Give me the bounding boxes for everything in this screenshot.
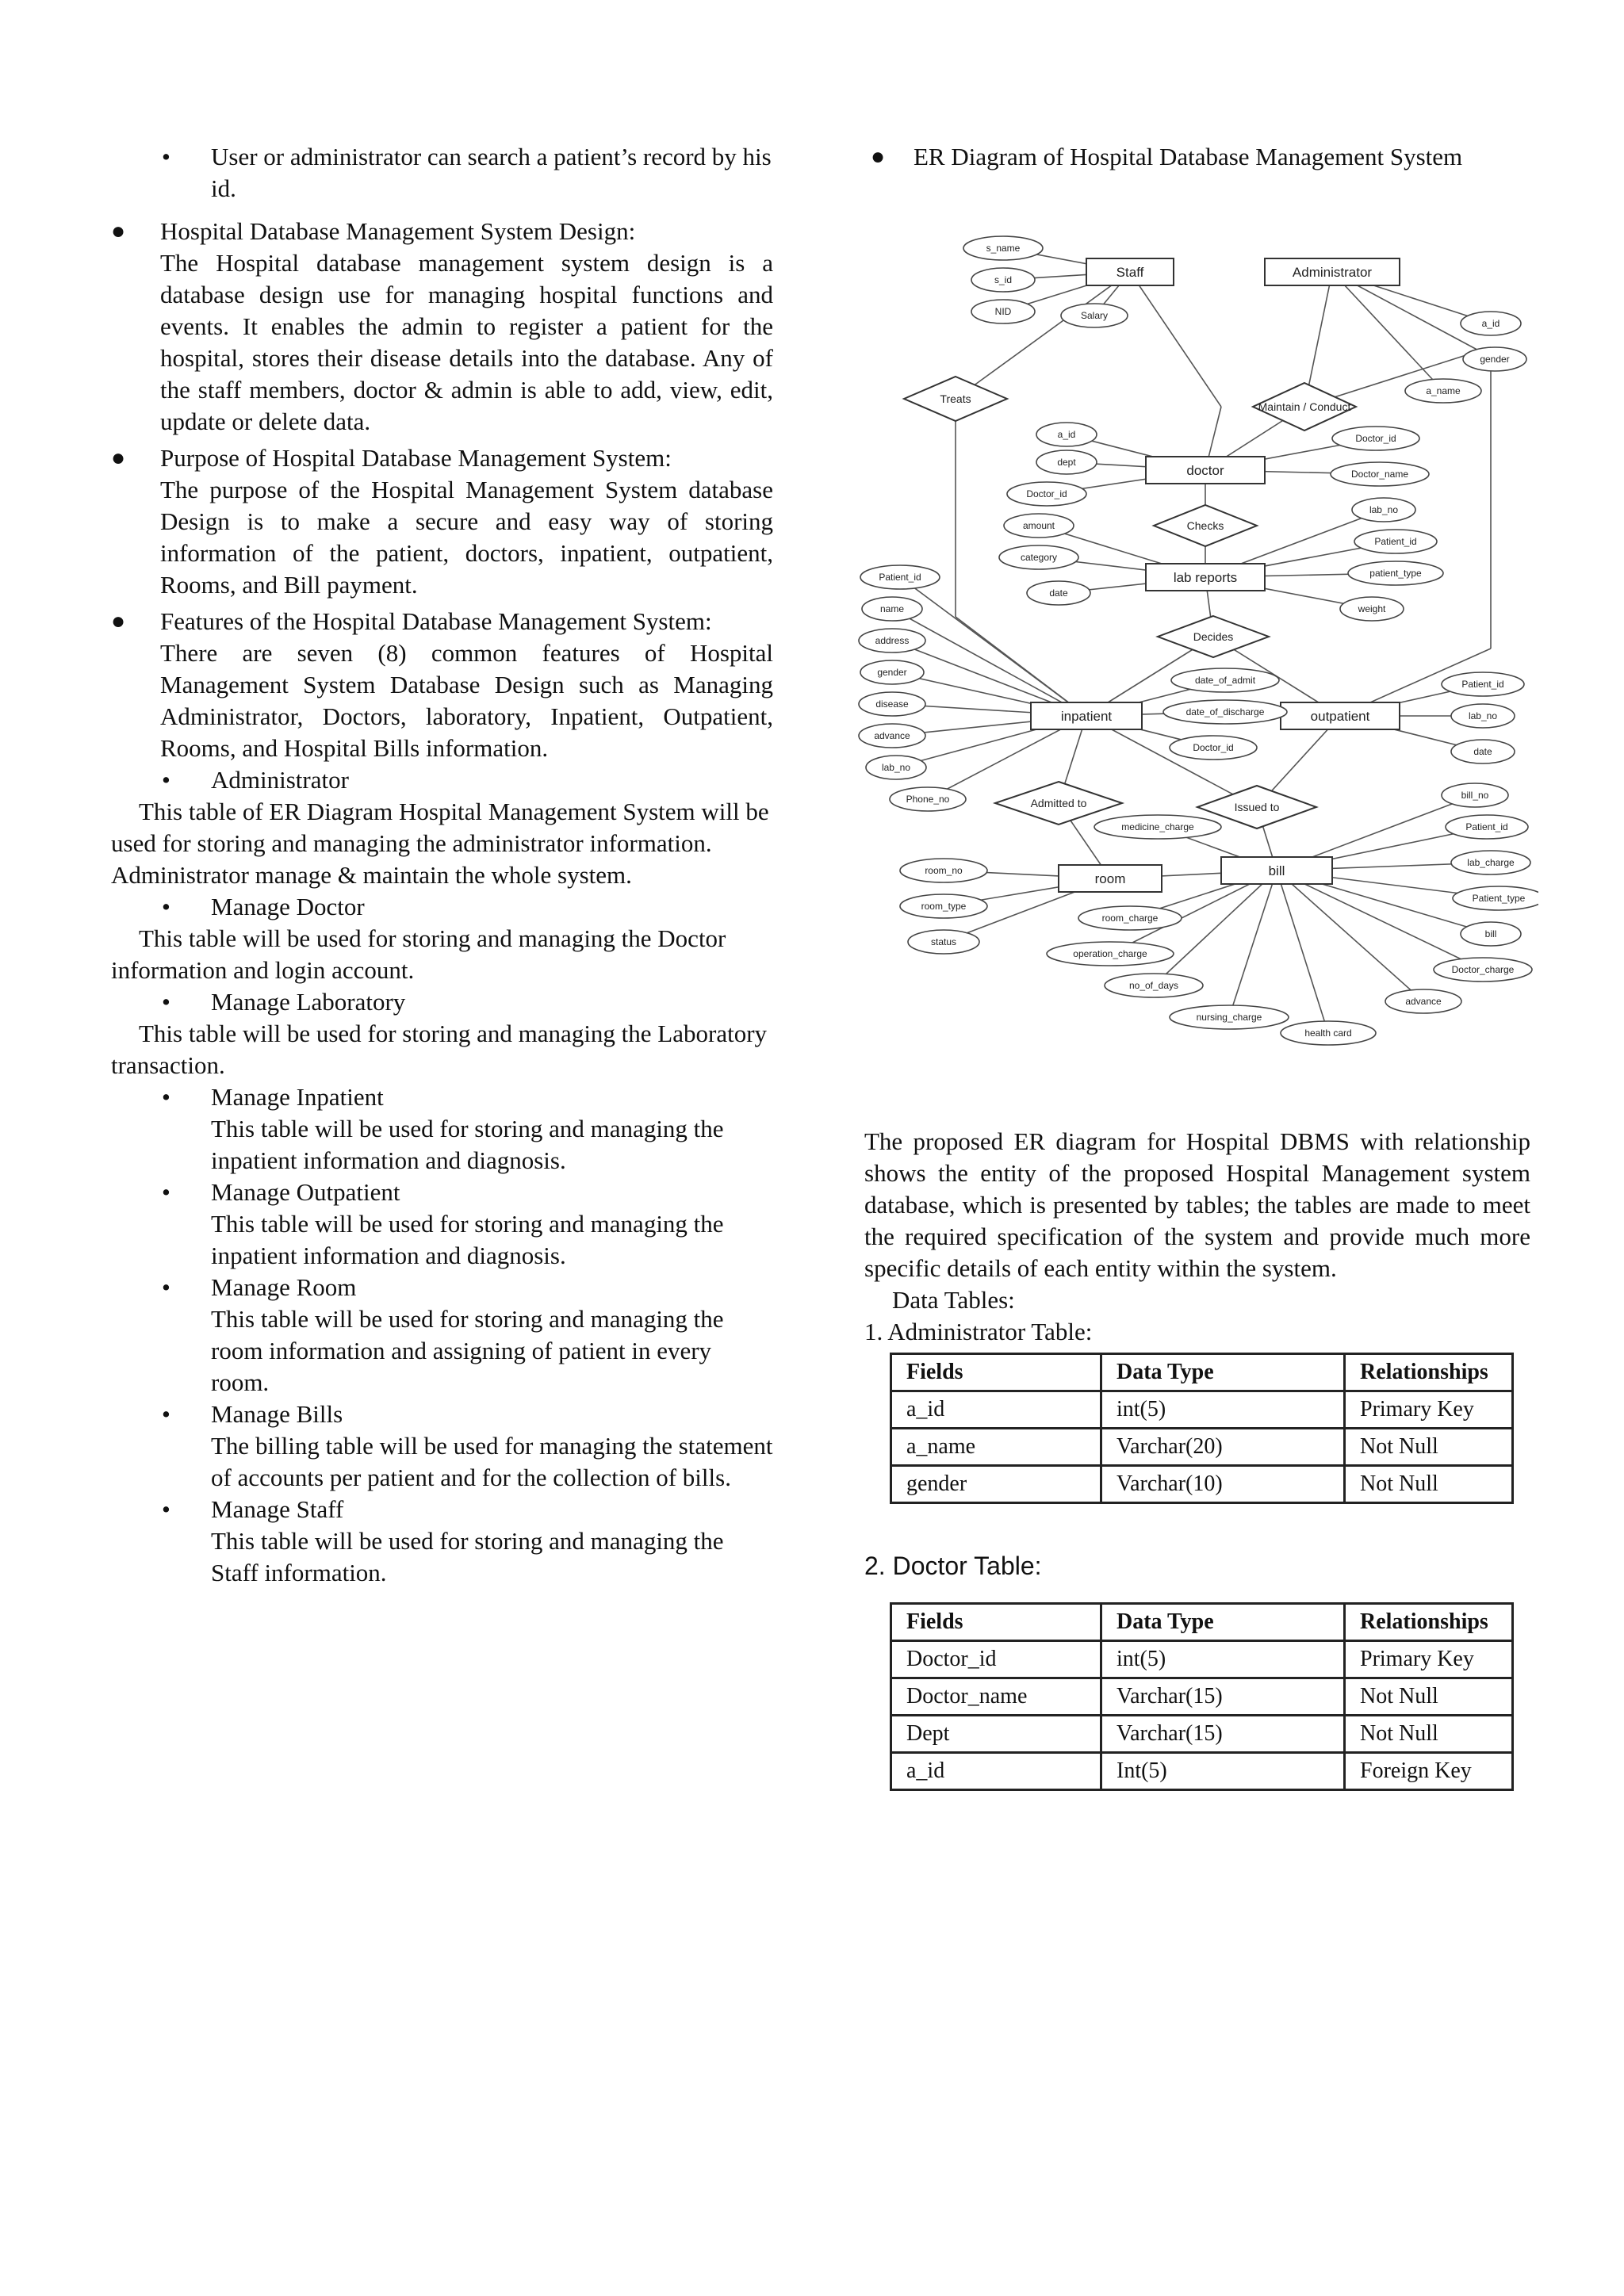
- bullet-glyph: •: [162, 893, 170, 920]
- table-cell: int(5): [1101, 1391, 1345, 1429]
- er-attribute-label: disease: [875, 698, 909, 710]
- item-manage-bills: [111, 1399, 773, 1430]
- section-features: [111, 606, 773, 764]
- item-manage-staff: [111, 1494, 773, 1525]
- table-cell: a_id: [891, 1753, 1101, 1790]
- er-attribute-label: Doctor_id: [1026, 488, 1067, 500]
- er-entity-label: inpatient: [1060, 708, 1113, 724]
- table-cell: int(5): [1101, 1641, 1345, 1678]
- er-attribute-label: s_name: [986, 243, 1021, 254]
- er-attribute-label: Patient_id: [1374, 536, 1417, 548]
- er-attribute-label: lab_no: [1369, 504, 1399, 516]
- bullet-glyph: •: [162, 1400, 170, 1428]
- section-purpose: [111, 442, 773, 601]
- item-label: Manage Staff: [211, 1495, 344, 1523]
- er-attribute-label: health card: [1304, 1027, 1352, 1039]
- manage-laboratory-body: This table will be used for storing and managing the Laboratory transaction.: [111, 1020, 768, 1079]
- table-cell: Primary Key: [1345, 1641, 1513, 1678]
- header-cell: Data Type: [1101, 1354, 1345, 1391]
- bullet-glyph: •: [162, 1495, 170, 1523]
- er-attribute-label: Doctor_id: [1355, 433, 1396, 445]
- table-row: [891, 1716, 1513, 1753]
- purpose-body: The purpose of the Hospital Management System database Design is to make a secure and easy way of storing information of the patient, doctors, inpatient, outpatient, Rooms, and Bill payment.: [160, 476, 773, 599]
- bullet-glyph: ●: [871, 144, 886, 170]
- admin-table: [890, 1353, 1514, 1504]
- header-cell: Relationships: [1345, 1604, 1513, 1641]
- er-attribute-label: room_type: [921, 901, 967, 913]
- er-attribute-label: a_id: [1481, 318, 1500, 330]
- er-attribute-label: room_charge: [1101, 913, 1159, 924]
- item-label: Manage Room: [211, 1273, 357, 1301]
- table-header-row: [891, 1354, 1513, 1391]
- section-design: [111, 216, 773, 438]
- table-cell: Not Null: [1345, 1429, 1513, 1466]
- er-attribute-label: gender: [1480, 354, 1510, 365]
- er-relationship-label: Decides: [1193, 629, 1234, 643]
- er-entity-label: Administrator: [1292, 264, 1373, 280]
- er-relationship-label: Issued to: [1234, 800, 1280, 813]
- er-bullet-text: ER Diagram of Hospital Database Management System: [914, 143, 1463, 170]
- er-attribute-label: lab_no: [881, 762, 911, 774]
- admin-table-heading: 1. Administrator Table:: [864, 1318, 1093, 1345]
- item-label: Manage Inpatient: [211, 1083, 384, 1111]
- header-cell: Data Type: [1101, 1604, 1345, 1641]
- bullet-glyph: ●: [111, 608, 126, 634]
- table-cell: Primary Key: [1345, 1391, 1513, 1429]
- bullet-glyph: •: [162, 1178, 170, 1206]
- item-manage-inpatient: [111, 1081, 773, 1113]
- er-attribute-label: operation_charge: [1073, 948, 1147, 960]
- table-cell: Not Null: [1345, 1678, 1513, 1716]
- administrator-body: This table of ER Diagram Hospital Management System will be used for storing and managing the administrator information. Administrator manage & maintain the whole system.: [111, 798, 769, 889]
- right-column: [864, 141, 1530, 1791]
- er-entity-label: outpatient: [1310, 708, 1370, 724]
- er-relationship-label: Treats: [940, 392, 971, 405]
- table-row: [891, 1678, 1513, 1716]
- table-cell: Varchar(10): [1101, 1466, 1345, 1503]
- bullet-glyph: ●: [111, 218, 126, 244]
- table-cell: Int(5): [1101, 1753, 1345, 1790]
- er-attribute-label: a_id: [1057, 429, 1076, 441]
- table-cell: Varchar(15): [1101, 1678, 1345, 1716]
- table-cell: Not Null: [1345, 1716, 1513, 1753]
- er-entity-label: bill: [1268, 863, 1285, 878]
- er-bullet: [864, 141, 1530, 173]
- er-attribute-label: patient_type: [1369, 568, 1422, 580]
- er-attribute-label: date: [1049, 587, 1068, 599]
- er-entity-label: room: [1094, 871, 1126, 886]
- er-attribute-label: a_name: [1426, 385, 1461, 397]
- er-entity-label: doctor: [1186, 462, 1224, 478]
- item-label: Manage Laboratory: [211, 988, 406, 1016]
- er-relationship-label: Checks: [1186, 519, 1224, 532]
- item-label: Manage Bills: [211, 1400, 343, 1428]
- er-attribute-label: medicine_charge: [1121, 821, 1194, 833]
- er-attribute-label: weight: [1358, 603, 1386, 615]
- er-attribute-label: Salary: [1080, 310, 1109, 322]
- er-attribute-label: Patient_id: [879, 572, 921, 584]
- bullet-glyph: •: [162, 1083, 170, 1111]
- er-attribute-label: bill: [1484, 928, 1497, 940]
- table-cell: Doctor_name: [891, 1678, 1101, 1716]
- table-header-row: [891, 1604, 1513, 1641]
- er-attribute-label: address: [875, 635, 910, 647]
- item-label: Manage Outpatient: [211, 1178, 400, 1206]
- bullet-glyph: ●: [111, 445, 126, 471]
- er-attribute-label: Phone_no: [906, 794, 950, 806]
- er-attribute-label: nursing_charge: [1196, 1012, 1262, 1024]
- er-entity-label: Staff: [1116, 264, 1144, 280]
- er-attribute-label: amount: [1022, 520, 1055, 532]
- left-column: [111, 141, 773, 1589]
- header-cell: Fields: [891, 1604, 1101, 1641]
- features-body: There are seven (8) common features of Hospital Management System Database Design such as Managing Administrator, Doctors, laboratory, Inpatient, Outpatient, Rooms, and Hospital Bills information.: [160, 639, 773, 762]
- er-attribute-label: category: [1020, 552, 1058, 564]
- design-heading: Hospital Database Management System Design:: [160, 217, 636, 245]
- er-attribute-label: bill_no: [1461, 790, 1489, 802]
- table-cell: a_name: [891, 1429, 1101, 1466]
- er-diagram: [856, 205, 1538, 1108]
- header-cell: Fields: [891, 1354, 1101, 1391]
- search-text: User or administrator can search a patient’s record by his id.: [211, 143, 772, 202]
- bullet-glyph: •: [162, 988, 170, 1016]
- manage-staff-body: This table will be used for storing and managing the Staff information.: [211, 1527, 724, 1586]
- er-attribute-label: advance: [874, 730, 910, 742]
- er-attribute-label: status: [930, 936, 957, 948]
- manage-room-body: This table will be used for storing and managing the room information and assigning of patient in every room.: [211, 1305, 724, 1396]
- er-attribute-label: lab_no: [1468, 710, 1498, 722]
- table-cell: gender: [891, 1466, 1101, 1503]
- data-tables-label: Data Tables:: [892, 1286, 1015, 1314]
- item-manage-doctor: [111, 891, 773, 923]
- item-manage-outpatient: [111, 1177, 773, 1208]
- table-cell: Varchar(15): [1101, 1716, 1345, 1753]
- er-attribute-label: Doctor_name: [1350, 469, 1409, 480]
- table-cell: Not Null: [1345, 1466, 1513, 1503]
- er-attribute-label: date: [1473, 746, 1492, 758]
- header-cell: Relationships: [1345, 1354, 1513, 1391]
- features-heading: Features of the Hospital Database Management System:: [160, 607, 712, 635]
- table-row: [891, 1466, 1513, 1503]
- er-attribute-label: Patient_type: [1472, 893, 1526, 905]
- item-manage-room: [111, 1272, 773, 1303]
- er-relationship-label: Maintain / Conduct: [1258, 400, 1351, 413]
- item-manage-laboratory: [111, 986, 773, 1018]
- table-row: [891, 1429, 1513, 1466]
- doctor-table: [890, 1602, 1514, 1791]
- manage-doctor-body: This table will be used for storing and managing the Doctor information and login account.: [111, 924, 726, 984]
- er-attribute-label: NID: [994, 306, 1012, 318]
- doctor-table-heading: 2. Doctor Table:: [864, 1552, 1042, 1580]
- design-body: The Hospital database management system design is a database design use for managing hospital functions and events. It enables the admin to register a patient for the hospital, stores their disease details into the database. Any of the staff members, doctor & admin is able to add, view, edit, update or delete data.: [160, 249, 773, 435]
- table-cell: Foreign Key: [1345, 1753, 1513, 1790]
- table-row: [891, 1391, 1513, 1429]
- table-row: [891, 1641, 1513, 1678]
- table-cell: a_id: [891, 1391, 1101, 1429]
- er-attribute-label: Doctor_id: [1193, 742, 1234, 754]
- er-attribute-label: date_of_admit: [1194, 675, 1256, 687]
- bullet-glyph: •: [162, 1273, 170, 1301]
- table-row: [891, 1753, 1513, 1790]
- er-attribute-label: s_id: [994, 274, 1013, 286]
- table-cell: Dept: [891, 1716, 1101, 1753]
- item-administrator: [111, 764, 773, 796]
- er-diagram-svg: [856, 205, 1538, 1108]
- er-attribute-label: room_no: [925, 865, 963, 877]
- bullet-glyph: •: [162, 766, 170, 794]
- er-attribute-label: name: [879, 603, 905, 615]
- item-label: Manage Doctor: [211, 893, 365, 920]
- er-attribute-label: no_of_days: [1128, 980, 1179, 992]
- purpose-heading: Purpose of Hospital Database Management System:: [160, 444, 672, 472]
- proposal-paragraph: The proposed ER diagram for Hospital DBMS with relationship shows the entity of the proposed Hospital Management system database, which is presented by tables; the tables are made to meet the required specification of the system and provide much more specific details of each entity within the system.: [864, 1127, 1530, 1282]
- er-attribute-label: dept: [1057, 457, 1076, 469]
- item-label: Administrator: [211, 766, 349, 794]
- er-relationship-label: Admitted to: [1030, 796, 1087, 809]
- table-cell: Doctor_id: [891, 1641, 1101, 1678]
- table-cell: Varchar(20): [1101, 1429, 1345, 1466]
- er-attribute-label: gender: [877, 667, 907, 679]
- bullet-glyph: •: [162, 143, 170, 170]
- er-attribute-label: Doctor_charge: [1451, 964, 1515, 976]
- manage-outpatient-body: This table will be used for storing and managing the inpatient information and diagnosis.: [211, 1210, 724, 1269]
- er-attribute-label: advance: [1405, 996, 1442, 1008]
- er-attribute-label: date_of_discharge: [1185, 706, 1265, 718]
- er-attribute-label: Patient_id: [1465, 821, 1508, 833]
- manage-bills-body: The billing table will be used for managing the statement of accounts per patient and for the collection of bills.: [211, 1432, 773, 1491]
- er-entity-label: lab reports: [1173, 569, 1238, 585]
- er-attribute-label: Patient_id: [1461, 679, 1504, 691]
- bullet-search: [111, 141, 773, 205]
- manage-inpatient-body: This table will be used for storing and managing the inpatient information and diagnosis.: [211, 1115, 724, 1174]
- er-attribute-label: lab_charge: [1467, 857, 1515, 869]
